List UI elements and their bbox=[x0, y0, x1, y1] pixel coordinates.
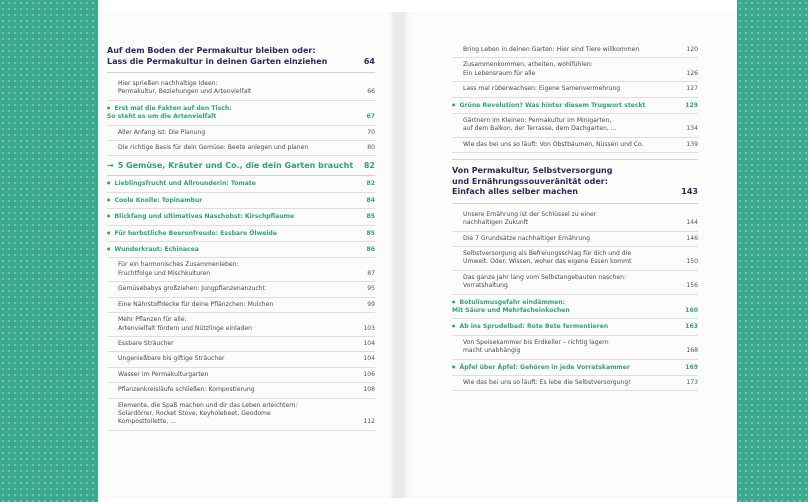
toc-entry bbox=[107, 399, 375, 431]
toc-list bbox=[107, 77, 375, 156]
toc-entry-page: 70 bbox=[367, 128, 375, 136]
toc-entry-page: 139 bbox=[686, 140, 698, 148]
toc-entry-title: Wie das bei uns so läuft: Von Obstbäumen, Nüssen und Co. bbox=[463, 140, 644, 148]
toc-entry bbox=[107, 383, 375, 398]
toc-entry bbox=[452, 43, 698, 58]
toc-right-column bbox=[452, 43, 698, 391]
toc-entry-page: 112 bbox=[363, 418, 375, 426]
toc-entry-page: 146 bbox=[686, 234, 698, 242]
toc-entry-page: 84 bbox=[366, 196, 375, 204]
toc-entry-title: ● Ab ins Sprudelbad: Rote Bete fermentieren bbox=[452, 322, 608, 331]
toc-entry-page: 126 bbox=[686, 69, 698, 77]
toc-entry-page: 67 bbox=[366, 113, 375, 121]
toc-entry-title: Wie das bei uns so läuft: Es lebe die Selbstversorgung! bbox=[463, 379, 631, 387]
toc-entry-title: Die 7 Grundsätze nachhaltiger Ernährung bbox=[463, 234, 590, 242]
toc-list bbox=[452, 208, 698, 392]
toc-entry-title: Mehr Pflanzen für alle: Artenvielfalt fördern und Nützlinge einladen bbox=[118, 316, 252, 332]
section-heading-text: Von Permakultur, Selbstversorgung und Ernährungssouveränität oder: Einfach alles selber machen bbox=[452, 166, 613, 197]
toc-entry bbox=[107, 126, 375, 141]
toc-entry-page: 87 bbox=[367, 269, 375, 277]
toc-section-heading bbox=[107, 46, 375, 73]
chapter-heading-text: → 5 Gemüse, Kräuter und Co., die dein Garten braucht bbox=[107, 160, 353, 171]
toc-entry-title: Elemente, die Spaß machen und dir das Leben erleichtern: Solardörrer, Rocket Stove, Keyholebeet, Geodome Komposttoilette, ... bbox=[118, 401, 298, 426]
toc-entry bbox=[107, 193, 375, 209]
toc-entry-title: Pflanzenkreisläufe schließen: Kompostierung bbox=[118, 386, 255, 394]
toc-entry bbox=[107, 176, 375, 192]
toc-entry-page: 127 bbox=[686, 85, 698, 93]
toc-entry bbox=[452, 271, 698, 295]
toc-entry-title: Unsere Ernährung ist der Schlüssel zu einer nachhaltigen Zukunft bbox=[463, 210, 597, 227]
toc-section-heading bbox=[452, 159, 698, 204]
book-gutter bbox=[395, 12, 403, 498]
toc-entry-title: Gemüsebabys großziehen: Jungpflanzenanzucht bbox=[118, 285, 266, 293]
toc-entry-page: 66 bbox=[367, 88, 375, 96]
toc-entry bbox=[107, 352, 375, 367]
toc-entry-title: Selbstversorgung als Befreiungsschlag für dich und die Umwelt. Oder: Wissen, woher das eigene Essen kommt bbox=[463, 249, 632, 266]
toc-entry-page: 150 bbox=[686, 258, 698, 266]
toc-entry-page: 168 bbox=[686, 347, 698, 355]
toc-entry-page: 80 bbox=[367, 144, 375, 152]
toc-entry-page: 173 bbox=[686, 379, 698, 387]
toc-entry bbox=[107, 101, 375, 126]
toc-entry-title: Essbare Sträucher bbox=[118, 339, 174, 347]
toc-list bbox=[107, 176, 375, 430]
toc-entry-page: 99 bbox=[367, 300, 375, 308]
toc-entry-page: 103 bbox=[363, 324, 375, 332]
toc-entry bbox=[107, 258, 375, 282]
chapter-heading-page: 82 bbox=[363, 161, 375, 171]
toc-entry bbox=[452, 98, 698, 114]
toc-entry bbox=[107, 282, 375, 297]
section-heading-page: 64 bbox=[363, 56, 375, 66]
toc-entry bbox=[107, 226, 375, 242]
toc-entry bbox=[452, 232, 698, 247]
toc-entry-page: 129 bbox=[685, 101, 698, 109]
toc-entry bbox=[107, 298, 375, 313]
toc-entry-page: 108 bbox=[363, 386, 375, 394]
toc-entry-page: 160 bbox=[685, 307, 698, 314]
toc-entry-title: Wasser im Permakulturgarten bbox=[118, 370, 209, 378]
toc-entry-page: 85 bbox=[366, 229, 375, 237]
toc-entry bbox=[107, 242, 375, 258]
toc-entry-title: ● Grüne Revolution? Was hinter diesem Trugwort steckt bbox=[452, 101, 645, 110]
toc-chapter-heading bbox=[107, 156, 375, 176]
toc-entry bbox=[452, 336, 698, 360]
toc-entry bbox=[452, 247, 698, 271]
toc-entry bbox=[452, 360, 698, 376]
toc-entry bbox=[452, 319, 698, 335]
toc-entry-title: Zusammenkommen, arbeiten, wohlfühlen: Ein Lebensraum für alle bbox=[463, 61, 593, 77]
toc-entry-title: ● Für herbstliche Beerenfreude: Essbare Ölweide bbox=[107, 229, 277, 238]
toc-entry-page: 120 bbox=[686, 46, 698, 53]
toc-entry bbox=[452, 114, 698, 138]
toc-entry-page: 95 bbox=[367, 285, 375, 293]
toc-entry-page: 104 bbox=[363, 355, 375, 363]
toc-entry bbox=[452, 295, 698, 320]
green-background-right bbox=[737, 0, 808, 502]
toc-entry-title: Eine Nährstoffdecke für deine Pflänzchen: Mulchen bbox=[118, 300, 274, 308]
toc-entry-title: ● Wunderkraut: Echinacea bbox=[107, 245, 199, 254]
toc-entry bbox=[107, 368, 375, 383]
toc-entry-title: Die richtige Basis für dein Gemüse: Beete anlegen und planen bbox=[118, 144, 309, 152]
toc-entry-page: 134 bbox=[686, 125, 698, 133]
toc-list bbox=[452, 43, 698, 153]
toc-entry-title: Lass mal rüberwachsen: Eigene Samenvermehrung bbox=[463, 85, 621, 93]
toc-entry bbox=[107, 141, 375, 156]
toc-entry-page: 82 bbox=[366, 180, 375, 188]
toc-entry bbox=[452, 82, 698, 97]
toc-entry-title: Aller Anfang ist: Die Planung bbox=[118, 128, 206, 136]
toc-entry-page: 104 bbox=[363, 339, 375, 347]
toc-entry bbox=[452, 208, 698, 232]
toc-entry bbox=[107, 77, 375, 101]
toc-entry-title: ● Coole Knolle: Topinambur bbox=[107, 196, 202, 205]
toc-entry-title: ● Erst mal die Fakten auf den Tisch: So steht es um die Artenvielfalt bbox=[107, 104, 232, 122]
toc-entry-page: 86 bbox=[366, 246, 375, 254]
toc-entry-title: Gärtnern im Kleinen: Permakultur im Minigarten, auf dem Balkon, der Terrasse, dem Dachgarten, ... bbox=[463, 117, 617, 133]
toc-entry bbox=[107, 337, 375, 352]
toc-entry bbox=[452, 58, 698, 82]
green-background-left bbox=[0, 0, 98, 502]
toc-left-column bbox=[107, 46, 375, 431]
toc-entry-title: ● Botulismusgefahr eindämmen: Mit Säure und Mehrfacheinkochen bbox=[452, 298, 570, 316]
toc-entry-page: 163 bbox=[685, 323, 698, 331]
toc-entry-page: 106 bbox=[363, 370, 375, 378]
toc-entry-title: Bring Leben in deinen Garten: Hier sind Tiere willkommen bbox=[463, 46, 640, 53]
toc-entry-title: ● Äpfel über Äpfel: Gehören in jede Vorratskammer bbox=[452, 363, 630, 372]
toc-entry-title: Ungenießbare bis giftige Sträucher bbox=[118, 355, 225, 363]
toc-entry-page: 144 bbox=[686, 219, 698, 227]
toc-entry-title: Für ein harmonisches Zusammenleben: Fruchtfolge und Mischkulturen bbox=[118, 261, 239, 277]
toc-entry bbox=[107, 313, 375, 337]
section-heading-text: Auf dem Boden der Permakultur bleiben oder: Lass die Permakultur in deinen Garten einziehen bbox=[107, 46, 328, 66]
toc-entry-title: ● Lieblingsfrucht und Allrounderin: Tomate bbox=[107, 179, 256, 188]
toc-entry-title: Das ganze Jahr lang vom Selbstangebauten naschen: Vorratshaltung bbox=[463, 273, 627, 290]
toc-entry-page: 156 bbox=[686, 282, 698, 290]
toc-entry-page: 169 bbox=[685, 363, 698, 371]
toc-entry-page: 85 bbox=[366, 213, 375, 221]
toc-entry-title: Von Speisekammer bis Erdkeller – richtig lagern macht unabhängig bbox=[463, 338, 609, 355]
toc-entry bbox=[452, 138, 698, 153]
toc-entry bbox=[107, 209, 375, 225]
toc-entry bbox=[452, 376, 698, 391]
toc-entry-title: Hier sprießen nachhaltige Ideen: Permakultur, Beziehungen und Artenvielfalt bbox=[118, 80, 252, 96]
section-heading-page: 143 bbox=[681, 187, 698, 197]
toc-entry-title: ● Blickfang und ultimatives Naschobst: Kirschpflaume bbox=[107, 212, 294, 221]
